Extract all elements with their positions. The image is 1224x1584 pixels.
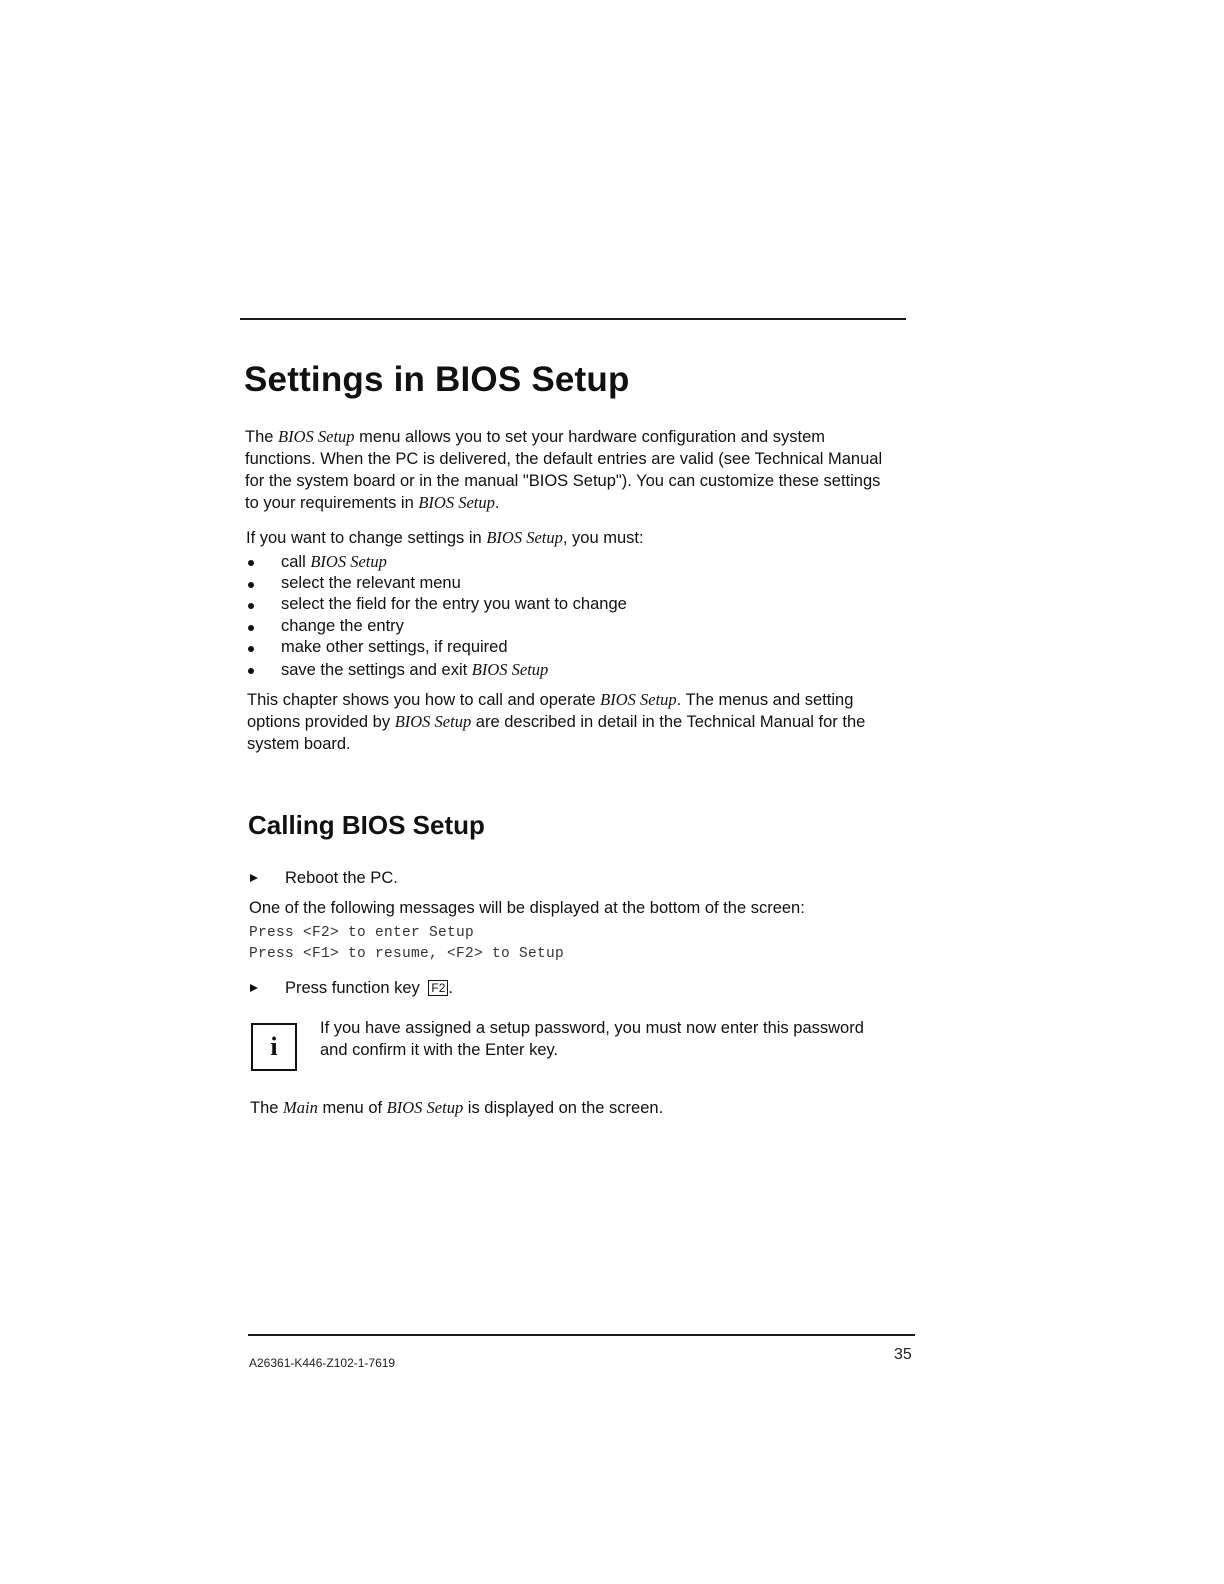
steps-bullet-list	[246, 551, 627, 681]
boot-message-2: Press <F1> to resume, <F2> to Setup	[249, 946, 565, 962]
page-title: Settings in BIOS Setup	[244, 360, 630, 399]
list-item: call BIOS Setup	[246, 551, 627, 573]
chapter-paragraph: This chapter shows you how to call and operate BIOS Setup. The menus and setting options provided by BIOS Setup are described in detail in the Technical Manual for the system board.	[247, 690, 866, 753]
list-item: change the entry	[246, 616, 627, 638]
page-number: 35	[894, 1346, 912, 1363]
messages-intro: One of the following messages will be displayed at the bottom of the screen:	[249, 899, 805, 917]
triangle-bullet-icon	[250, 984, 258, 992]
triangle-bullet-icon	[250, 874, 258, 882]
info-note: If you have assigned a setup password, you must now enter this password and confirm it with the Enter key.	[320, 1019, 864, 1059]
f2-key-icon: F2	[428, 980, 448, 996]
change-settings-intro: If you want to change settings in BIOS Setup, you must:	[246, 528, 644, 547]
list-item: select the field for the entry you want to change	[246, 594, 627, 616]
top-divider	[240, 318, 906, 320]
list-item: save the settings and exit BIOS Setup	[246, 659, 627, 681]
info-icon: i	[251, 1023, 297, 1071]
section-title: Calling BIOS Setup	[248, 810, 485, 840]
list-item: select the relevant menu	[246, 573, 627, 595]
footer-divider	[248, 1334, 915, 1336]
boot-message-1: Press <F2> to enter Setup	[249, 925, 475, 941]
list-item: make other settings, if required	[246, 637, 627, 659]
document-id: A26361-K446-Z102-1-7619	[249, 1356, 396, 1370]
main-menu-paragraph: The Main menu of BIOS Setup is displayed on the screen.	[250, 1098, 664, 1117]
intro-paragraph: The BIOS Setup menu allows you to set your hardware configuration and system functions. When the PC is delivered, the default entries are valid (see Technical Manual for the system board or in the manual "BIOS Setup"). You can customize these settings to your requirements in BIOS Setup.	[245, 427, 883, 512]
